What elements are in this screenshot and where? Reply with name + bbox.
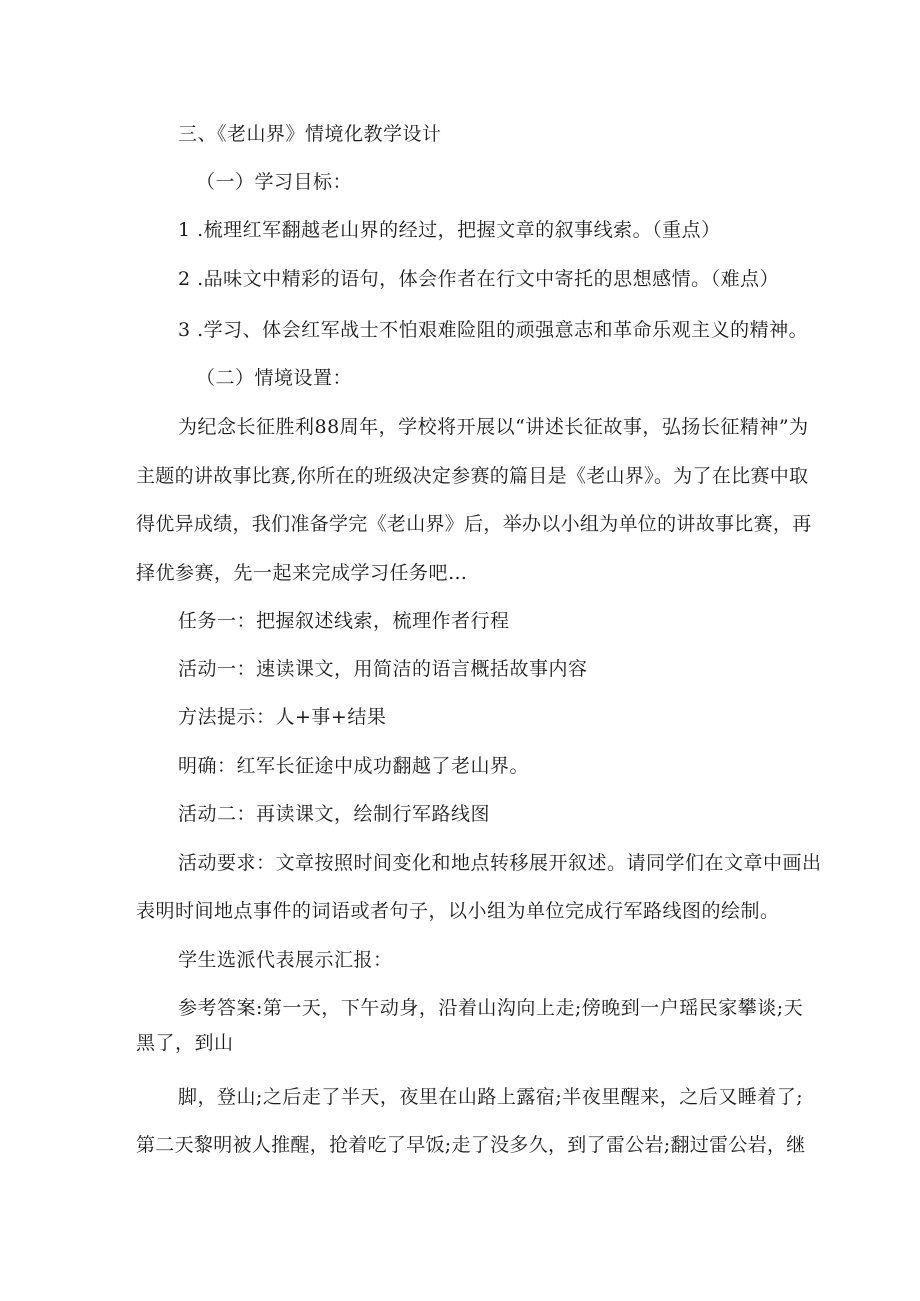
scenario-line-1: 为纪念长征胜利88周年，学校将开展以“讲述长征故事，弘扬长征精神”为 (178, 416, 809, 438)
student-report: 学生选派代表展示汇报： (178, 949, 393, 971)
task-one: 任务一：把握叙述线索，梳理作者行程 (178, 610, 510, 632)
scenario-line-2: 主题的讲故事比赛,你所在的班级决定参赛的篇目是《老山界》。为了在比赛中取 (136, 465, 809, 487)
objective-item-1: 1 .梳理红军翻越老山界的经过，把握文章的叙事线索。（重点） (178, 219, 721, 241)
activity-one: 活动一：速读课文，用简洁的语言概括故事内容 (178, 658, 588, 680)
activity-two: 活动二：再读课文，绘制行军路线图 (178, 803, 491, 825)
scenario-line-3: 得优异成绩，我们准备学完《老山界》后，举办以小组为单位的讲故事比赛，再 (136, 513, 812, 535)
objective-item-3: 3 .学习、体会红军战士不怕艰难险阻的顽强意志和革命乐观主义的精神。 (178, 319, 809, 341)
objective-item-2: 2 .品味文中精彩的语句，体会作者在行文中寄托的思想感情。（难点） (178, 268, 780, 290)
answer-line-2: 黑了，到山 (136, 1032, 234, 1054)
requirement-line-1: 活动要求：文章按照时间变化和地点转移展开叙述。请同学们在文章中画出 (178, 852, 822, 874)
scenario-line-4: 择优参赛，先一起来完成学习任务吧… (136, 562, 468, 584)
requirement-line-2: 表明时间地点事件的词语或者句子，以小组为单位完成行军路线图的绘制。 (136, 900, 780, 922)
method-tip: 方法提示：人+事+结果 (178, 706, 387, 728)
section-title: 三、《老山界》情境化教学设计 (178, 123, 442, 145)
answer-line-4: 第二天黎明被人推醒，抢着吃了早饭;走了没多久，到了雷公岩;翻过雷公岩，继 (136, 1134, 806, 1156)
answer-line-1: 参考答案:第一天，下午动身，沿着山沟向上走;傍晚到一户瑶民家攀谈;天 (178, 997, 804, 1019)
scenario-heading: （二）情境设置： (196, 367, 353, 389)
objectives-heading: （一）学习目标： (196, 171, 353, 193)
answer-line-3: 脚，登山;之后走了半天，夜里在山路上露宿;半夜里醒来，之后又睡着了; (178, 1086, 804, 1108)
clarify-answer: 明确：红军长征途中成功翻越了老山界。 (178, 755, 530, 777)
